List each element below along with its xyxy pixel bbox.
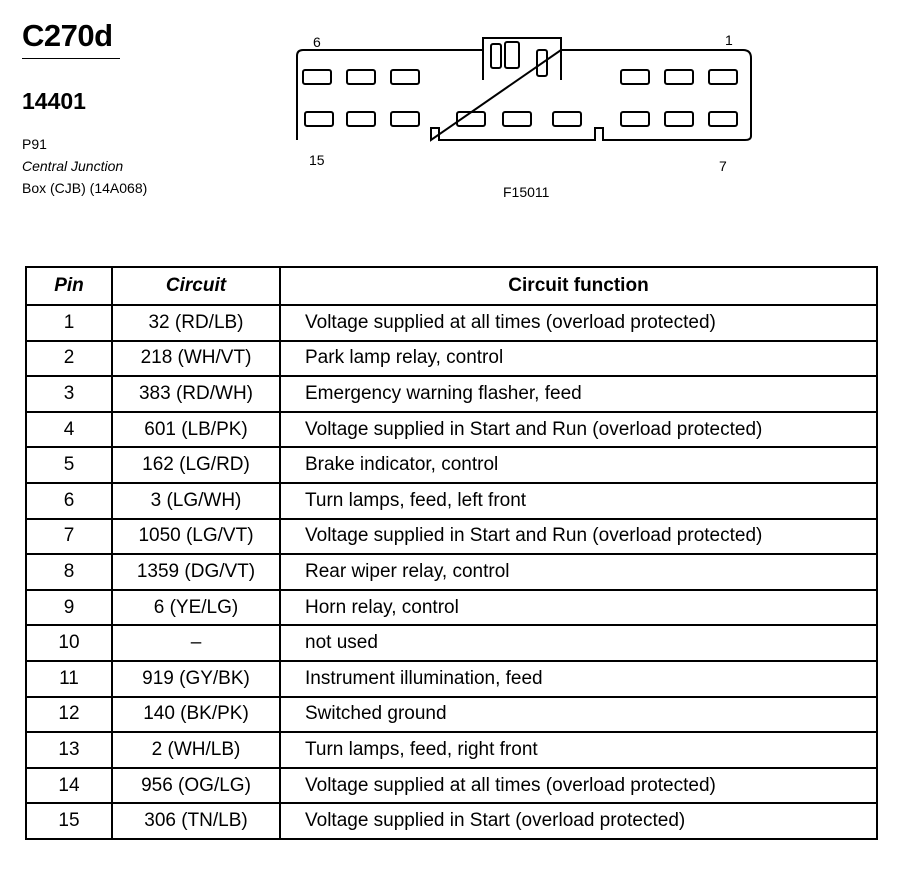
- pin-cell: 15: [26, 803, 112, 839]
- function-cell: Voltage supplied at all times (overload protected): [280, 305, 877, 341]
- header-pin: Pin: [26, 267, 112, 305]
- pin-cell: 13: [26, 732, 112, 768]
- pin-cell: 3: [26, 376, 112, 412]
- function-cell: Instrument illumination, feed: [280, 661, 877, 697]
- table-row: [26, 305, 877, 341]
- circuit-cell: 162 (LG/RD): [112, 447, 280, 483]
- table-row: [26, 661, 877, 697]
- circuit-cell: 383 (RD/WH): [112, 376, 280, 412]
- function-cell: Park lamp relay, control: [280, 341, 877, 377]
- circuit-cell: 32 (RD/LB): [112, 305, 280, 341]
- table-row: [26, 697, 877, 733]
- circuit-cell: 1050 (LG/VT): [112, 519, 280, 555]
- connector-diagram: [285, 28, 755, 200]
- part-number: 14401: [22, 88, 86, 114]
- diagram-label-top-right: 1: [725, 32, 733, 48]
- function-cell: Voltage supplied in Start and Run (overload protected): [280, 412, 877, 448]
- table-row: [26, 625, 877, 661]
- circuit-cell: 2 (WH/LB): [112, 732, 280, 768]
- figure-code: F15011: [503, 184, 550, 200]
- table-row: [26, 590, 877, 626]
- function-cell: Turn lamps, feed, right front: [280, 732, 877, 768]
- function-cell: Voltage supplied at all times (overload protected): [280, 768, 877, 804]
- pin-cell: 9: [26, 590, 112, 626]
- function-cell: Emergency warning flasher, feed: [280, 376, 877, 412]
- pin-cell: 4: [26, 412, 112, 448]
- table-row: [26, 412, 877, 448]
- function-cell: Voltage supplied in Start (overload protected): [280, 803, 877, 839]
- circuit-cell: –: [112, 625, 280, 661]
- function-cell: Horn relay, control: [280, 590, 877, 626]
- table-row: [26, 341, 877, 377]
- description-line-2: Box (CJB) (14A068): [22, 180, 148, 196]
- pin-cell: 11: [26, 661, 112, 697]
- circuit-cell: 1359 (DG/VT): [112, 554, 280, 590]
- table-row: [26, 483, 877, 519]
- table-header-row: [26, 267, 877, 305]
- function-cell: not used: [280, 625, 877, 661]
- header-circuit: Circuit: [112, 267, 280, 305]
- pin-cell: 10: [26, 625, 112, 661]
- pin-cell: 8: [26, 554, 112, 590]
- diagram-label-top-left: 6: [313, 34, 321, 50]
- location-code: P91: [22, 136, 47, 152]
- function-cell: Turn lamps, feed, left front: [280, 483, 877, 519]
- circuit-cell: 3 (LG/WH): [112, 483, 280, 519]
- table-row: [26, 768, 877, 804]
- function-cell: Brake indicator, control: [280, 447, 877, 483]
- circuit-cell: 218 (WH/VT): [112, 341, 280, 377]
- circuit-cell: 601 (LB/PK): [112, 412, 280, 448]
- circuit-cell: 956 (OG/LG): [112, 768, 280, 804]
- pin-cell: 2: [26, 341, 112, 377]
- pin-cell: 14: [26, 768, 112, 804]
- table-row: [26, 554, 877, 590]
- circuit-cell: 306 (TN/LB): [112, 803, 280, 839]
- header-function: Circuit function: [280, 267, 877, 305]
- circuit-cell: 6 (YE/LG): [112, 590, 280, 626]
- connector-face-drawing: [285, 28, 755, 178]
- circuit-cell: 140 (BK/PK): [112, 697, 280, 733]
- diagram-label-bottom-left: 15: [309, 152, 325, 168]
- function-cell: Voltage supplied in Start and Run (overload protected): [280, 519, 877, 555]
- pin-cell: 5: [26, 447, 112, 483]
- description-line-1: Central Junction: [22, 158, 124, 174]
- pin-cell: 7: [26, 519, 112, 555]
- table-row: [26, 376, 877, 412]
- table-row: [26, 803, 877, 839]
- connector-id: C270d: [22, 18, 113, 53]
- pin-cell: 1: [26, 305, 112, 341]
- pin-cell: 6: [26, 483, 112, 519]
- function-cell: Switched ground: [280, 697, 877, 733]
- function-cell: Rear wiper relay, control: [280, 554, 877, 590]
- diagram-label-bottom-right: 7: [719, 158, 727, 174]
- connector-id-underline: [22, 58, 120, 59]
- table-row: [26, 519, 877, 555]
- pin-cell: 12: [26, 697, 112, 733]
- pinout-table: [25, 266, 878, 840]
- table-row: [26, 447, 877, 483]
- table-row: [26, 732, 877, 768]
- circuit-cell: 919 (GY/BK): [112, 661, 280, 697]
